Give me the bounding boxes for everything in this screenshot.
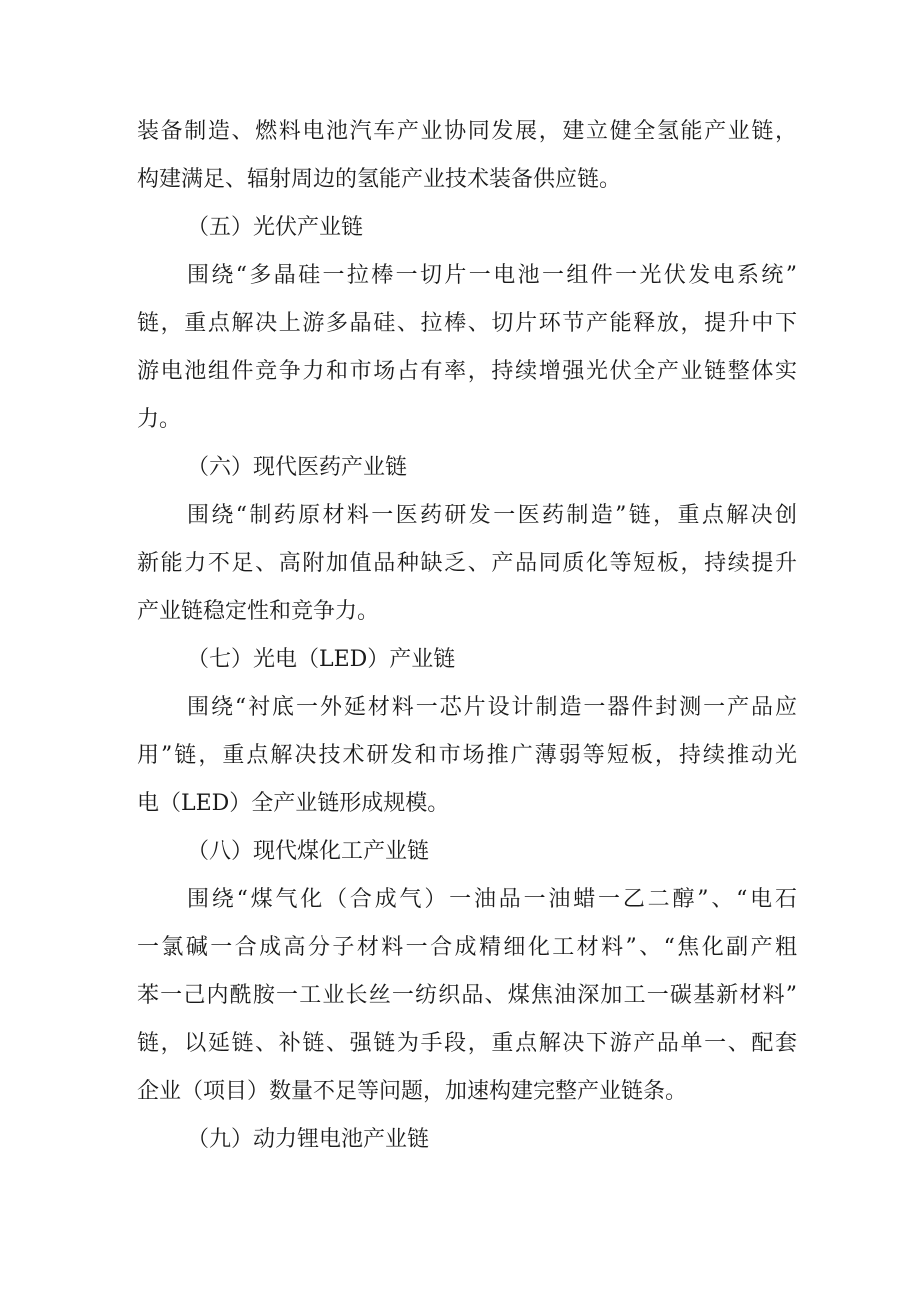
body-text-line: 链，重点解决上游多晶硅、拉棒、切片环节产能释放，提升中下 xyxy=(137,311,797,336)
body-text-line: 企业（项目）数量不足等问题，加速构建完整产业链条。 xyxy=(137,1079,688,1104)
body-text-line: 围绕“衬底一外延材料一芯片设计制造一器件封测一产品应 xyxy=(187,695,797,720)
body-text-line: 一氯碱一合成高分子材料一合成精细化工材料”、“焦化副产粗 xyxy=(137,935,797,960)
body-text-line: 装备制造、燃料电池汽车产业协同发展，建立健全氢能产业链， xyxy=(137,119,797,144)
section-heading-eight: （八）现代煤化工产业链 xyxy=(187,839,430,864)
body-text-line: 用”链，重点解决技术研发和市场推广薄弱等短板，持续推动光 xyxy=(137,743,797,768)
section-heading-seven: （七）光电（LED）产业链 xyxy=(187,647,456,672)
body-text-line: 围绕“制药原材料一医药研发一医药制造”链，重点解决创 xyxy=(187,503,797,528)
body-text-line: 围绕“煤气化（合成气）一油品一油蜡一乙二醇”、“电石 xyxy=(187,887,797,912)
body-text-line: 电（LED）全产业链形成规模。 xyxy=(137,791,450,816)
body-text-line: 产业链稳定性和竞争力。 xyxy=(137,599,380,624)
body-text-line: 苯一己内酰胺一工业长丝一纺织品、煤焦油深加工一碳基新材料” xyxy=(137,983,797,1008)
body-text-line: 围绕“多晶硅一拉棒一切片一电池一组件一光伏发电系统” xyxy=(187,263,797,288)
body-text-line: 新能力不足、高附加值品种缺乏、产品同质化等短板，持续提升 xyxy=(137,551,797,576)
body-text-line: 游电池组件竞争力和市场占有率，持续增强光伏全产业链整体实 xyxy=(137,359,797,384)
body-text-line: 力。 xyxy=(137,407,182,432)
section-heading-nine: （九）动力锂电池产业链 xyxy=(187,1127,430,1152)
body-text-line: 链，以延链、补链、强链为手段，重点解决下游产品单一、配套 xyxy=(137,1031,797,1056)
section-heading-six: （六）现代医药产业链 xyxy=(187,455,408,480)
body-text-line: 构建满足、辐射周边的氢能产业技术装备供应链。 xyxy=(137,167,622,192)
section-heading-five: （五）光伏产业链 xyxy=(187,215,364,240)
